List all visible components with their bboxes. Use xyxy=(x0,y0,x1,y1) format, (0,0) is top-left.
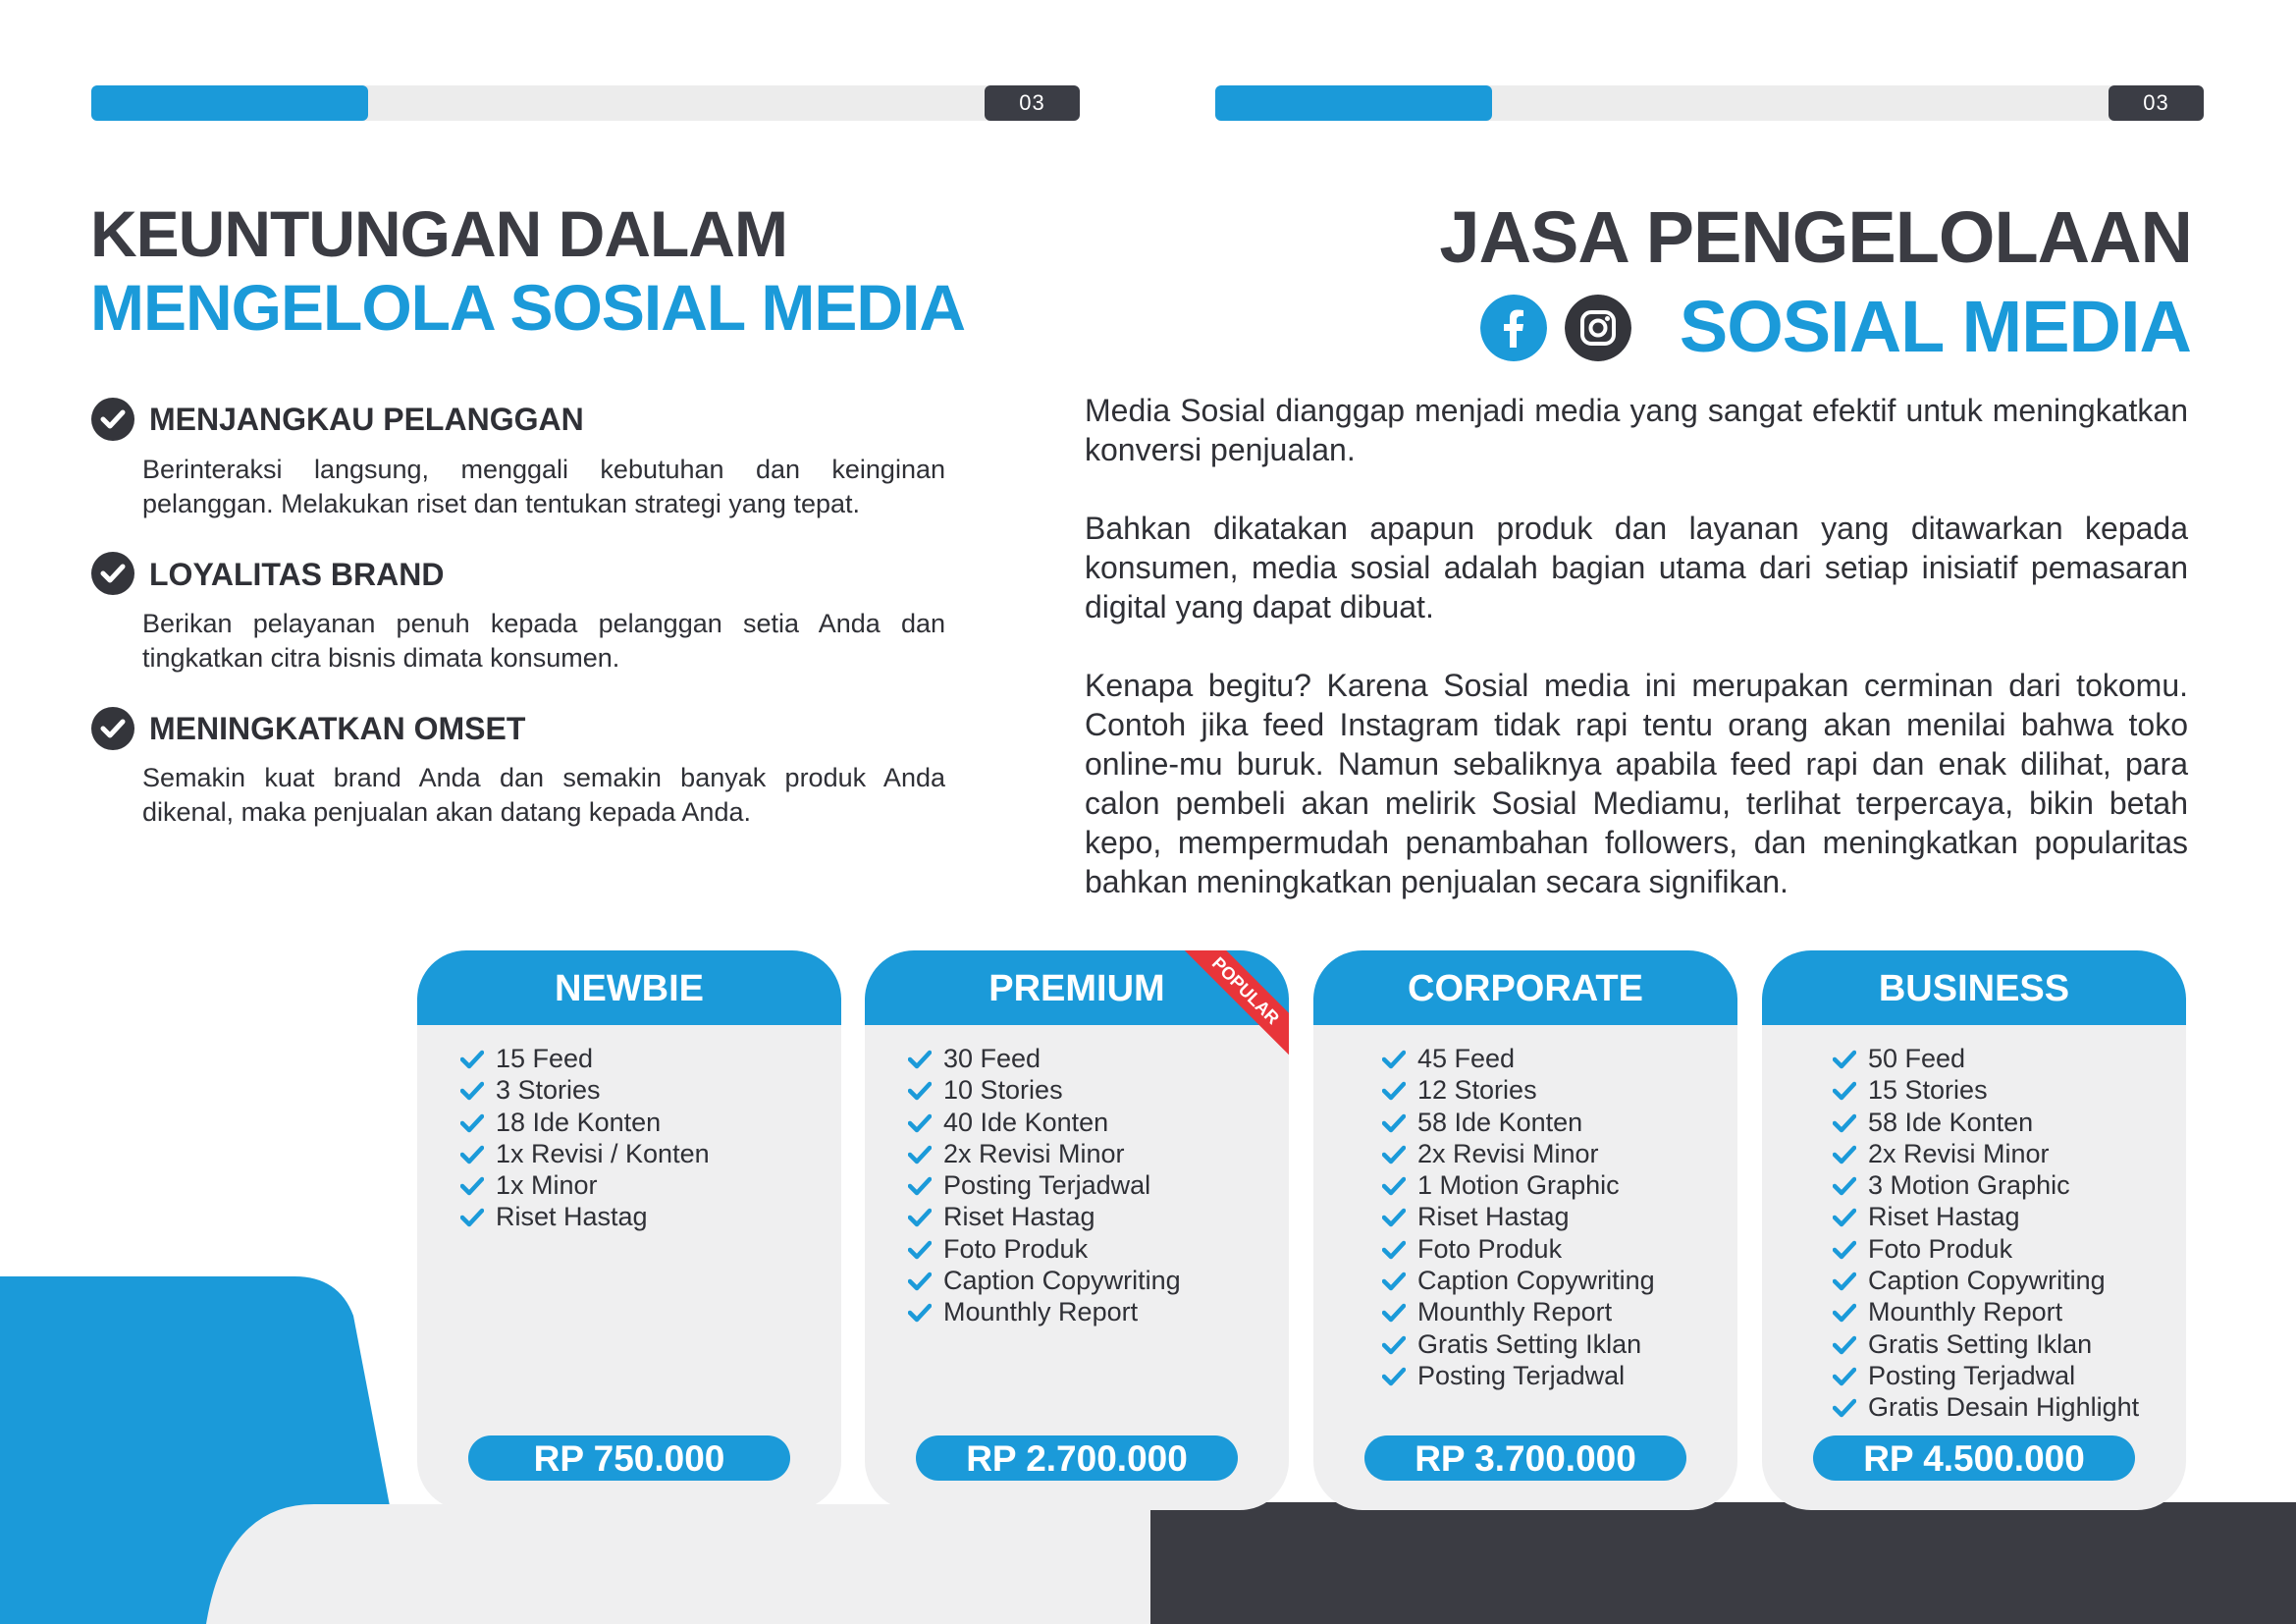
package-price: RP 2.700.000 xyxy=(916,1435,1238,1481)
package-card-corporate[interactable] xyxy=(1313,950,1737,1510)
check-icon xyxy=(460,1113,484,1133)
feature-item xyxy=(908,1074,1181,1106)
feature-label: 45 Feed xyxy=(1417,1044,1516,1073)
feature-list xyxy=(908,1043,1181,1328)
right-title-line2: SOSIAL MEDIA xyxy=(1679,286,2191,367)
feature-item xyxy=(1382,1107,1655,1138)
check-circle-icon xyxy=(91,552,134,595)
feature-label: 3 Motion Graphic xyxy=(1868,1170,2070,1201)
feature-item xyxy=(460,1138,710,1169)
feature-label: Gratis Desain Highlight xyxy=(1868,1392,2140,1423)
feature-label: Mounthly Report xyxy=(943,1297,1139,1327)
paragraph: Bahkan dikatakan apapun produk dan layanan yang ditawarkan kepada konsumen, media sosial adalah bagian utama dari setiap inisiatif pemasaran digital yang dapat dibuat. xyxy=(1085,511,2188,624)
check-icon xyxy=(1833,1113,1856,1133)
popular-ribbon: POPULAR xyxy=(1180,950,1289,1056)
check-icon xyxy=(1833,1240,1856,1260)
right-page-number: 03 xyxy=(2109,85,2204,121)
feature-list xyxy=(460,1043,710,1233)
feature-label: 18 Ide Konten xyxy=(496,1107,662,1137)
feature-label: Caption Copywriting xyxy=(1417,1266,1655,1296)
check-icon xyxy=(1833,1145,1856,1164)
package-card-business[interactable] xyxy=(1762,950,2186,1510)
feature-label: 2x Revisi Minor xyxy=(1417,1138,1599,1168)
left-page-number: 03 xyxy=(985,85,1080,121)
package-card-premium[interactable] xyxy=(865,950,1289,1510)
check-icon xyxy=(1833,1335,1856,1355)
left-progress-fill xyxy=(91,85,368,121)
check-icon xyxy=(1833,1176,1856,1196)
check-circle-icon xyxy=(91,398,134,441)
feature-list xyxy=(1382,1043,1655,1391)
check-icon xyxy=(908,1208,932,1227)
feature-label: 1x Revisi / Konten xyxy=(496,1138,710,1168)
feature-label: Foto Produk xyxy=(1868,1233,2013,1264)
check-icon xyxy=(1833,1272,1856,1291)
feature-item xyxy=(1382,1233,1655,1265)
feature-label: Caption Copywriting xyxy=(943,1266,1181,1296)
feature-item xyxy=(1833,1391,2139,1423)
feature-item xyxy=(460,1107,710,1138)
feature-item xyxy=(1382,1328,1655,1360)
check-icon xyxy=(1833,1303,1856,1323)
package-name: BUSINESS xyxy=(1762,950,2186,1025)
feature-label: 1 Motion Graphic xyxy=(1417,1170,1620,1201)
package-name: NEWBIE xyxy=(417,950,841,1025)
feature-item xyxy=(1833,1043,2139,1074)
feature-label: Mounthly Report xyxy=(1868,1297,2063,1327)
feature-item xyxy=(1382,1201,1655,1232)
feature-item xyxy=(460,1043,710,1074)
feature-label: 3 Stories xyxy=(496,1075,601,1106)
feature-list xyxy=(1833,1043,2139,1424)
feature-label: 58 Ide Konten xyxy=(1868,1107,2034,1137)
check-icon xyxy=(1382,1050,1406,1069)
check-icon xyxy=(908,1081,932,1101)
feature-label: Riset Hastag xyxy=(1868,1202,2020,1232)
package-name: PREMIUM xyxy=(865,950,1289,1025)
feature-item xyxy=(1382,1074,1655,1106)
feature-label: 30 Feed xyxy=(943,1044,1041,1073)
left-title-line2: MENGELOLA SOSIAL MEDIA xyxy=(90,271,966,344)
feature-item xyxy=(1833,1328,2139,1360)
check-icon xyxy=(1833,1398,1856,1418)
feature-item xyxy=(908,1138,1181,1169)
feature-item xyxy=(908,1043,1181,1074)
feature-label: 58 Ide Konten xyxy=(1417,1107,1583,1137)
feature-label: 12 Stories xyxy=(1417,1075,1537,1106)
feature-item xyxy=(1833,1265,2139,1296)
feature-label: 1x Minor xyxy=(496,1170,598,1201)
feature-item xyxy=(908,1169,1181,1201)
benefit-title: MENJANGKAU PELANGGAN xyxy=(149,402,584,437)
feature-label: 10 Stories xyxy=(943,1075,1063,1106)
feature-label: Mounthly Report xyxy=(1417,1297,1613,1327)
decorative-light-shape xyxy=(206,1504,1168,1624)
feature-label: Foto Produk xyxy=(943,1233,1089,1264)
package-price: RP 750.000 xyxy=(468,1435,790,1481)
feature-label: 2x Revisi Minor xyxy=(943,1138,1125,1168)
check-icon xyxy=(908,1240,932,1260)
check-icon xyxy=(460,1176,484,1196)
feature-item xyxy=(908,1233,1181,1265)
left-title-line1: KEUNTUNGAN DALAM xyxy=(90,197,787,270)
check-icon xyxy=(460,1050,484,1069)
check-icon xyxy=(908,1303,932,1323)
benefit-title: MENINGKATKAN OMSET xyxy=(149,711,526,746)
benefit-title: LOYALITAS BRAND xyxy=(149,557,445,592)
feature-item xyxy=(1833,1201,2139,1232)
decorative-dark-block xyxy=(1150,1502,2296,1624)
feature-label: 50 Feed xyxy=(1868,1044,1966,1073)
check-icon xyxy=(1382,1208,1406,1227)
feature-item xyxy=(1833,1138,2139,1169)
package-card-newbie[interactable] xyxy=(417,950,841,1510)
check-icon xyxy=(1833,1208,1856,1227)
feature-item xyxy=(908,1107,1181,1138)
benefit-text: Semakin kuat brand Anda dan semakin banyak produk Anda dikenal, maka penjualan akan datang kepada Anda. xyxy=(142,763,945,827)
feature-item xyxy=(1833,1233,2139,1265)
feature-item xyxy=(1382,1265,1655,1296)
check-icon xyxy=(1833,1081,1856,1101)
feature-item xyxy=(460,1169,710,1201)
check-icon xyxy=(460,1081,484,1101)
benefit-text: Berinteraksi langsung, menggali kebutuhan dan keinginan pelanggan. Melakukan riset dan tentukan strategi yang tepat. xyxy=(142,455,945,518)
right-progress-fill xyxy=(1215,85,1492,121)
feature-label: 40 Ide Konten xyxy=(943,1107,1109,1137)
check-circle-icon xyxy=(91,707,134,750)
paragraph: Media Sosial dianggap menjadi media yang sangat efektif untuk meningkatkan konversi penjualan. xyxy=(1085,393,2188,467)
package-price: RP 3.700.000 xyxy=(1364,1435,1686,1481)
check-icon xyxy=(908,1176,932,1196)
right-progress-bar xyxy=(1215,85,2204,121)
feature-label: Foto Produk xyxy=(1417,1233,1563,1264)
package-price: RP 4.500.000 xyxy=(1813,1435,2135,1481)
check-icon xyxy=(1833,1367,1856,1386)
package-name: CORPORATE xyxy=(1313,950,1737,1025)
paragraph: Kenapa begitu? Karena Sosial media ini merupakan cerminan dari tokomu. Contoh jika feed Instagram tidak rapi tentu orang akan menilai bahwa toko online-mu buruk. Namun sebaliknya apabila feed rapi dan enak dilihat, para calon pembeli akan melirik Sosial Mediamu, terlihat terpercaya, bikin betah kepo, mempermudah penambahan followers, dan meningkatkan popularitas bahkan meningkatkan penjualan secara signifikan. xyxy=(1085,668,2188,899)
feature-item xyxy=(908,1296,1181,1327)
check-icon xyxy=(908,1050,932,1069)
check-icon xyxy=(1382,1176,1406,1196)
feature-item xyxy=(1382,1043,1655,1074)
right-title-line1: JASA PENGELOLAAN xyxy=(1439,196,2192,278)
feature-item xyxy=(1833,1296,2139,1327)
facebook-icon xyxy=(1480,295,1547,361)
instagram-icon xyxy=(1565,295,1631,361)
check-icon xyxy=(908,1145,932,1164)
feature-label: Riset Hastag xyxy=(496,1202,648,1232)
feature-label: Posting Terjadwal xyxy=(1417,1360,1626,1390)
feature-item xyxy=(1382,1296,1655,1327)
feature-item xyxy=(1382,1360,1655,1391)
feature-item xyxy=(1833,1074,2139,1106)
feature-label: 15 Stories xyxy=(1868,1075,1988,1106)
feature-label: Gratis Setting Iklan xyxy=(1868,1328,2093,1359)
left-progress-bar xyxy=(91,85,1080,121)
feature-label: Riset Hastag xyxy=(1417,1202,1570,1232)
check-icon xyxy=(460,1208,484,1227)
feature-label: 15 Feed xyxy=(496,1044,594,1073)
feature-label: Riset Hastag xyxy=(943,1202,1095,1232)
feature-label: Caption Copywriting xyxy=(1868,1266,2106,1296)
feature-item xyxy=(1382,1138,1655,1169)
check-icon xyxy=(1382,1145,1406,1164)
check-icon xyxy=(908,1272,932,1291)
check-icon xyxy=(460,1145,484,1164)
check-icon xyxy=(1382,1240,1406,1260)
check-icon xyxy=(908,1113,932,1133)
feature-item xyxy=(1833,1107,2139,1138)
check-icon xyxy=(1382,1367,1406,1386)
feature-item xyxy=(1382,1169,1655,1201)
feature-label: Posting Terjadwal xyxy=(943,1170,1151,1201)
check-icon xyxy=(1382,1303,1406,1323)
check-icon xyxy=(1382,1335,1406,1355)
feature-item xyxy=(908,1201,1181,1232)
feature-item xyxy=(1833,1169,2139,1201)
check-icon xyxy=(1382,1272,1406,1291)
check-icon xyxy=(1833,1050,1856,1069)
benefit-text: Berikan pelayanan penuh kepada pelanggan setia Anda dan tingkatkan citra bisnis dimata konsumen. xyxy=(142,609,945,673)
check-icon xyxy=(1382,1113,1406,1133)
feature-item xyxy=(460,1201,710,1232)
feature-label: Gratis Setting Iklan xyxy=(1417,1328,1642,1359)
feature-item xyxy=(1833,1360,2139,1391)
feature-label: 2x Revisi Minor xyxy=(1868,1138,2050,1168)
feature-item xyxy=(908,1265,1181,1296)
check-icon xyxy=(1382,1081,1406,1101)
feature-item xyxy=(460,1074,710,1106)
feature-label: Posting Terjadwal xyxy=(1868,1360,2076,1390)
